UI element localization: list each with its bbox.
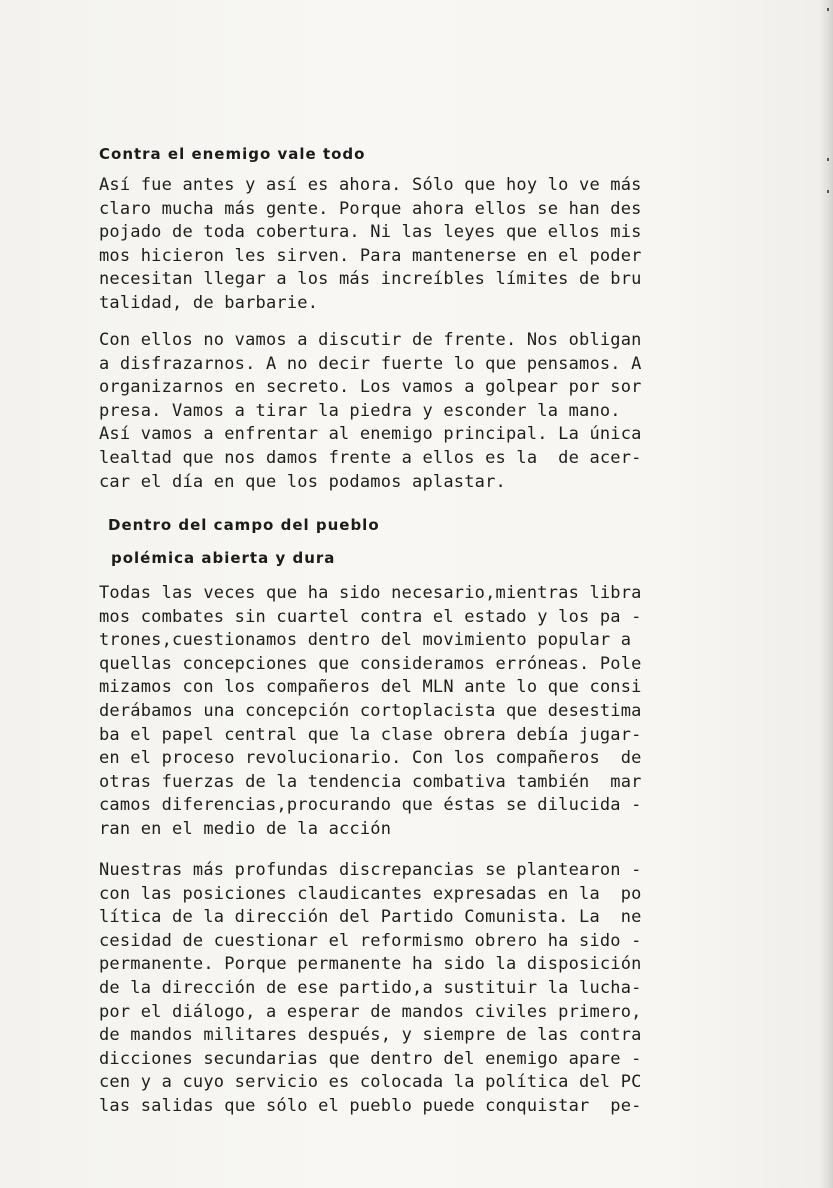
page-edge-mark: [827, 8, 829, 11]
text-line: mizamos con los compañeros del MLN ante lo que consi: [99, 677, 642, 698]
paragraph-4: [99, 859, 739, 1119]
text-line: Así fue antes y así es ahora. Sólo que hoy lo ve más: [99, 175, 642, 195]
paragraph-1: [99, 174, 739, 316]
text-line: Nuestras más profundas discrepancias se plantearon -: [99, 860, 642, 880]
text-line: presa. Vamos a tirar la piedra y esconder la mano.: [99, 400, 621, 421]
text-line: mos combates sin cuartel contra el estado y los pa -: [99, 606, 642, 627]
text-line: Todas las veces que ha sido necesario,mientras libra: [99, 583, 642, 603]
paragraph-3: [99, 582, 739, 842]
text-line: claro mucha más gente. Porque ahora ellos se han des: [99, 198, 642, 219]
text-line: derábamos una concepción cortoplacista que desestima: [99, 700, 642, 721]
text-line: mos hicieron les sirven. Para mantenerse en el poder: [99, 245, 642, 266]
text-line: lítica de la dirección del Partido Comunista. La ne: [99, 907, 642, 928]
section-heading-dentro-del-campo: Dentro del campo del pueblo: [108, 516, 380, 534]
text-line: talidad, de barbarie.: [99, 292, 319, 313]
text-line: quellas concepciones que consideramos erróneas. Pole: [99, 653, 642, 674]
paragraph-2: [99, 329, 739, 494]
text-line: car el día en que los podamos aplastar.: [99, 471, 506, 492]
text-line: trones,cuestionamos dentro del movimiento popular a: [99, 630, 632, 651]
text-line: Con ellos no vamos a discutir de frente. Nos obligan: [99, 330, 642, 350]
text-line: necesitan llegar a los más increíbles límites de bru: [99, 269, 642, 290]
page-edge-mark: [827, 158, 829, 161]
text-line: de mandos militares después, y siempre de las contra: [99, 1025, 642, 1046]
text-line: pojado de toda cobertura. Ni las leyes que ellos mis: [99, 222, 642, 243]
page-edge-shadow: [819, 0, 833, 1188]
section-heading-contra-el-enemigo: Contra el enemigo vale todo: [99, 145, 366, 163]
text-line: cesidad de cuestionar el reformismo obrero ha sido -: [99, 930, 642, 951]
text-line: permanente. Porque permanente ha sido la disposición: [99, 954, 642, 975]
text-line: Así vamos a enfrentar al enemigo principal. La única: [99, 424, 642, 445]
text-line: por el diálogo, a esperar de mandos civiles primero,: [99, 1001, 642, 1022]
text-line: lealtad que nos damos frente a ellos es la de acer-: [99, 447, 642, 468]
text-line: otras fuerzas de la tendencia combativa también mar: [99, 771, 642, 792]
text-line: ba el papel central que la clase obrera debía jugar-: [99, 724, 642, 745]
text-line: ran en el medio de la acción: [99, 818, 392, 839]
page-edge-mark: [827, 190, 829, 193]
text-line: a disfrazarnos. A no decir fuerte lo que pensamos. A: [99, 353, 642, 374]
text-line: cen y a cuyo servicio es colocada la política del PC: [99, 1072, 642, 1093]
text-line: de la dirección de ese partido,a sustituir la lucha-: [99, 977, 642, 998]
text-line: camos diferencias,procurando que éstas se dilucida -: [99, 795, 642, 816]
section-subheading-polemica: polémica abierta y dura: [111, 549, 336, 567]
text-line: con las posiciones claudicantes expresadas en la po: [99, 883, 642, 904]
text-line: organizarnos en secreto. Los vamos a golpear por sor: [99, 377, 642, 398]
text-line: en el proceso revolucionario. Con los compañeros de: [99, 748, 642, 769]
text-line: dicciones secundarias que dentro del enemigo apare -: [99, 1048, 642, 1069]
text-line: las salidas que sólo el pueblo puede conquistar pe-: [99, 1095, 642, 1116]
